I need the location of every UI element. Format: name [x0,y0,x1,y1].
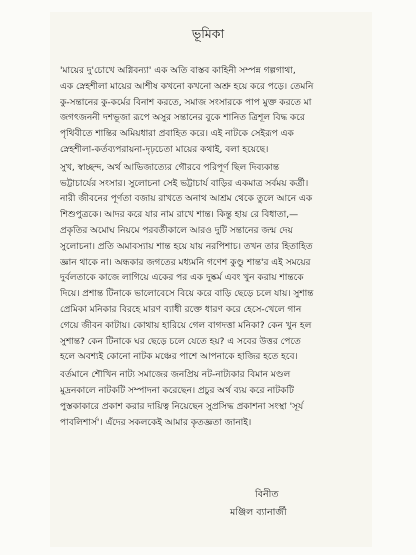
text-line: গেয়ে জীবন কাটায়। কোথায় হারিয়ে গেল বাগদত্তা মনিকা? কেন খুন হল [60,320,312,331]
author-name: মঞ্জিল ব্যানার্জী [230,507,287,518]
paragraph-1 [60,64,364,159]
preface-body [60,64,364,433]
page-title: ভূমিকা [191,26,225,41]
text-line: জগৎজননী দশভূজা রূপে অসুর সন্তানের বুকে শানিত ত্রিশূল বিদ্ধ করে [60,113,305,124]
text-line: সুশান্ত? কেন টিনাকে ঘর ছেড়ে চলে যেতে হয়? এ সবের উত্তর পেতে [60,336,301,347]
paragraph-2 [60,161,364,366]
text-line: শিশুপুত্রকে। আদর করে যার নাম রাখে শান্ত। কিন্তু হায় রে বিধাতা,— [60,210,299,221]
text-line: সুলোচনা। প্রতি অমাবস্যায় শান্ত হয়ে যায় নরপিশাচ। তখন তার হিতাহিত [60,241,313,252]
text-line: নারী জীবনের পূর্ণতা বজায় রাখতে অনাথ আশ্রম থেকে তুলে আনে এক [60,194,313,205]
text-line: মুদ্রনকালে নাটকটি সম্পাদনা করেছেন। প্রচুর অর্থ ব্যয় করে নাটকটি [60,385,294,396]
text-line: ভট্টাচার্যের সংসার। সুলোচনা সেই ভট্টাচার্য বাড়ির একমাত্র সর্বময় কর্ত্রী। [60,178,309,189]
text-line: জ্ঞান থাকে না। অন্ধকার জগতের মধ্যমনি গণেশ কুণ্ডু শান্ত'র এই সময়ের [60,257,311,268]
text-line: সুখ, স্বাচ্ছন্দ, অর্থ আভিজাত্যের গৌরবে পরিপূর্ণ ছিল দিব্যকান্ত [60,162,280,173]
text-line: প্রকৃতির অমোঘ নিয়মে পরবর্তীকালে আরও দুটি সন্তানের জন্ম দেয় [60,225,293,236]
text-line: স্নেহশীলা-কর্তব্যপরায়না-দৃঢ়চেতা মায়ের কথাই, বলা হয়েছে। [60,144,269,155]
text-line: হলে অবশ্যই কোনো নাটক মঞ্চের পাশে আপনাকে হাজির হতে হবে। [60,352,298,363]
text-line: পাবলিশার্স'। এঁদের সকলকেই আমার কৃতজ্ঞতা জানাই। [60,417,252,428]
text-line: প্রেমিকা মনিকার বিরহে মারণ ব্যাধী রক্তে ধারণ করে হেসে-খেলে গান [60,304,302,315]
text-line: দুর্বলতাকে কাজে লাগিয়ে একের পর এক দুষ্কর্ম এবং খুন করায় শান্তকে [60,273,304,284]
paragraph-3 [60,368,364,431]
text-line: বর্তমানে শৌখিন নাট্য সমাজের জনপ্রিয় নট-নাট্যকার বিমান মণ্ডল [60,370,291,381]
signature-block [230,486,360,522]
text-line: পৃথিবীতে শান্তির অমিয়ধারা প্রবাহিত করে। এই নাটকে সেইরূপ এক [60,129,294,140]
signature-label: বিনীত [255,489,279,500]
text-line: দিয়ে। প্রশান্ত টিনাকে ভালোবেসে বিয়ে করে বাড়ি ছেড়ে চলে যায়। সুশান্ত [60,289,314,300]
text-line: কু-সন্তানের কু-কর্মের বিনাশ করতে, সমাজ সংসারকে পাপ মুক্ত করতে মা [60,97,312,108]
text-line: পুস্তকাকারে প্রকাশ করার দায়িত্ব নিয়েছেন সুপ্রসিদ্ধ প্রকাশনা সংস্থা 'সূর্য [60,401,304,412]
text-line: এক স্নেহশীলা মায়ের আশীষ কখনো কখনো অশ্রু হয়ে করে পড়ে। তেমনি [60,81,314,92]
text-line: 'মায়ের দু'চোখে অগ্নিবন্যা' এক অতি বাস্তব কাহিনী সম্পন্ন গল্পগাথা, [60,66,296,76]
